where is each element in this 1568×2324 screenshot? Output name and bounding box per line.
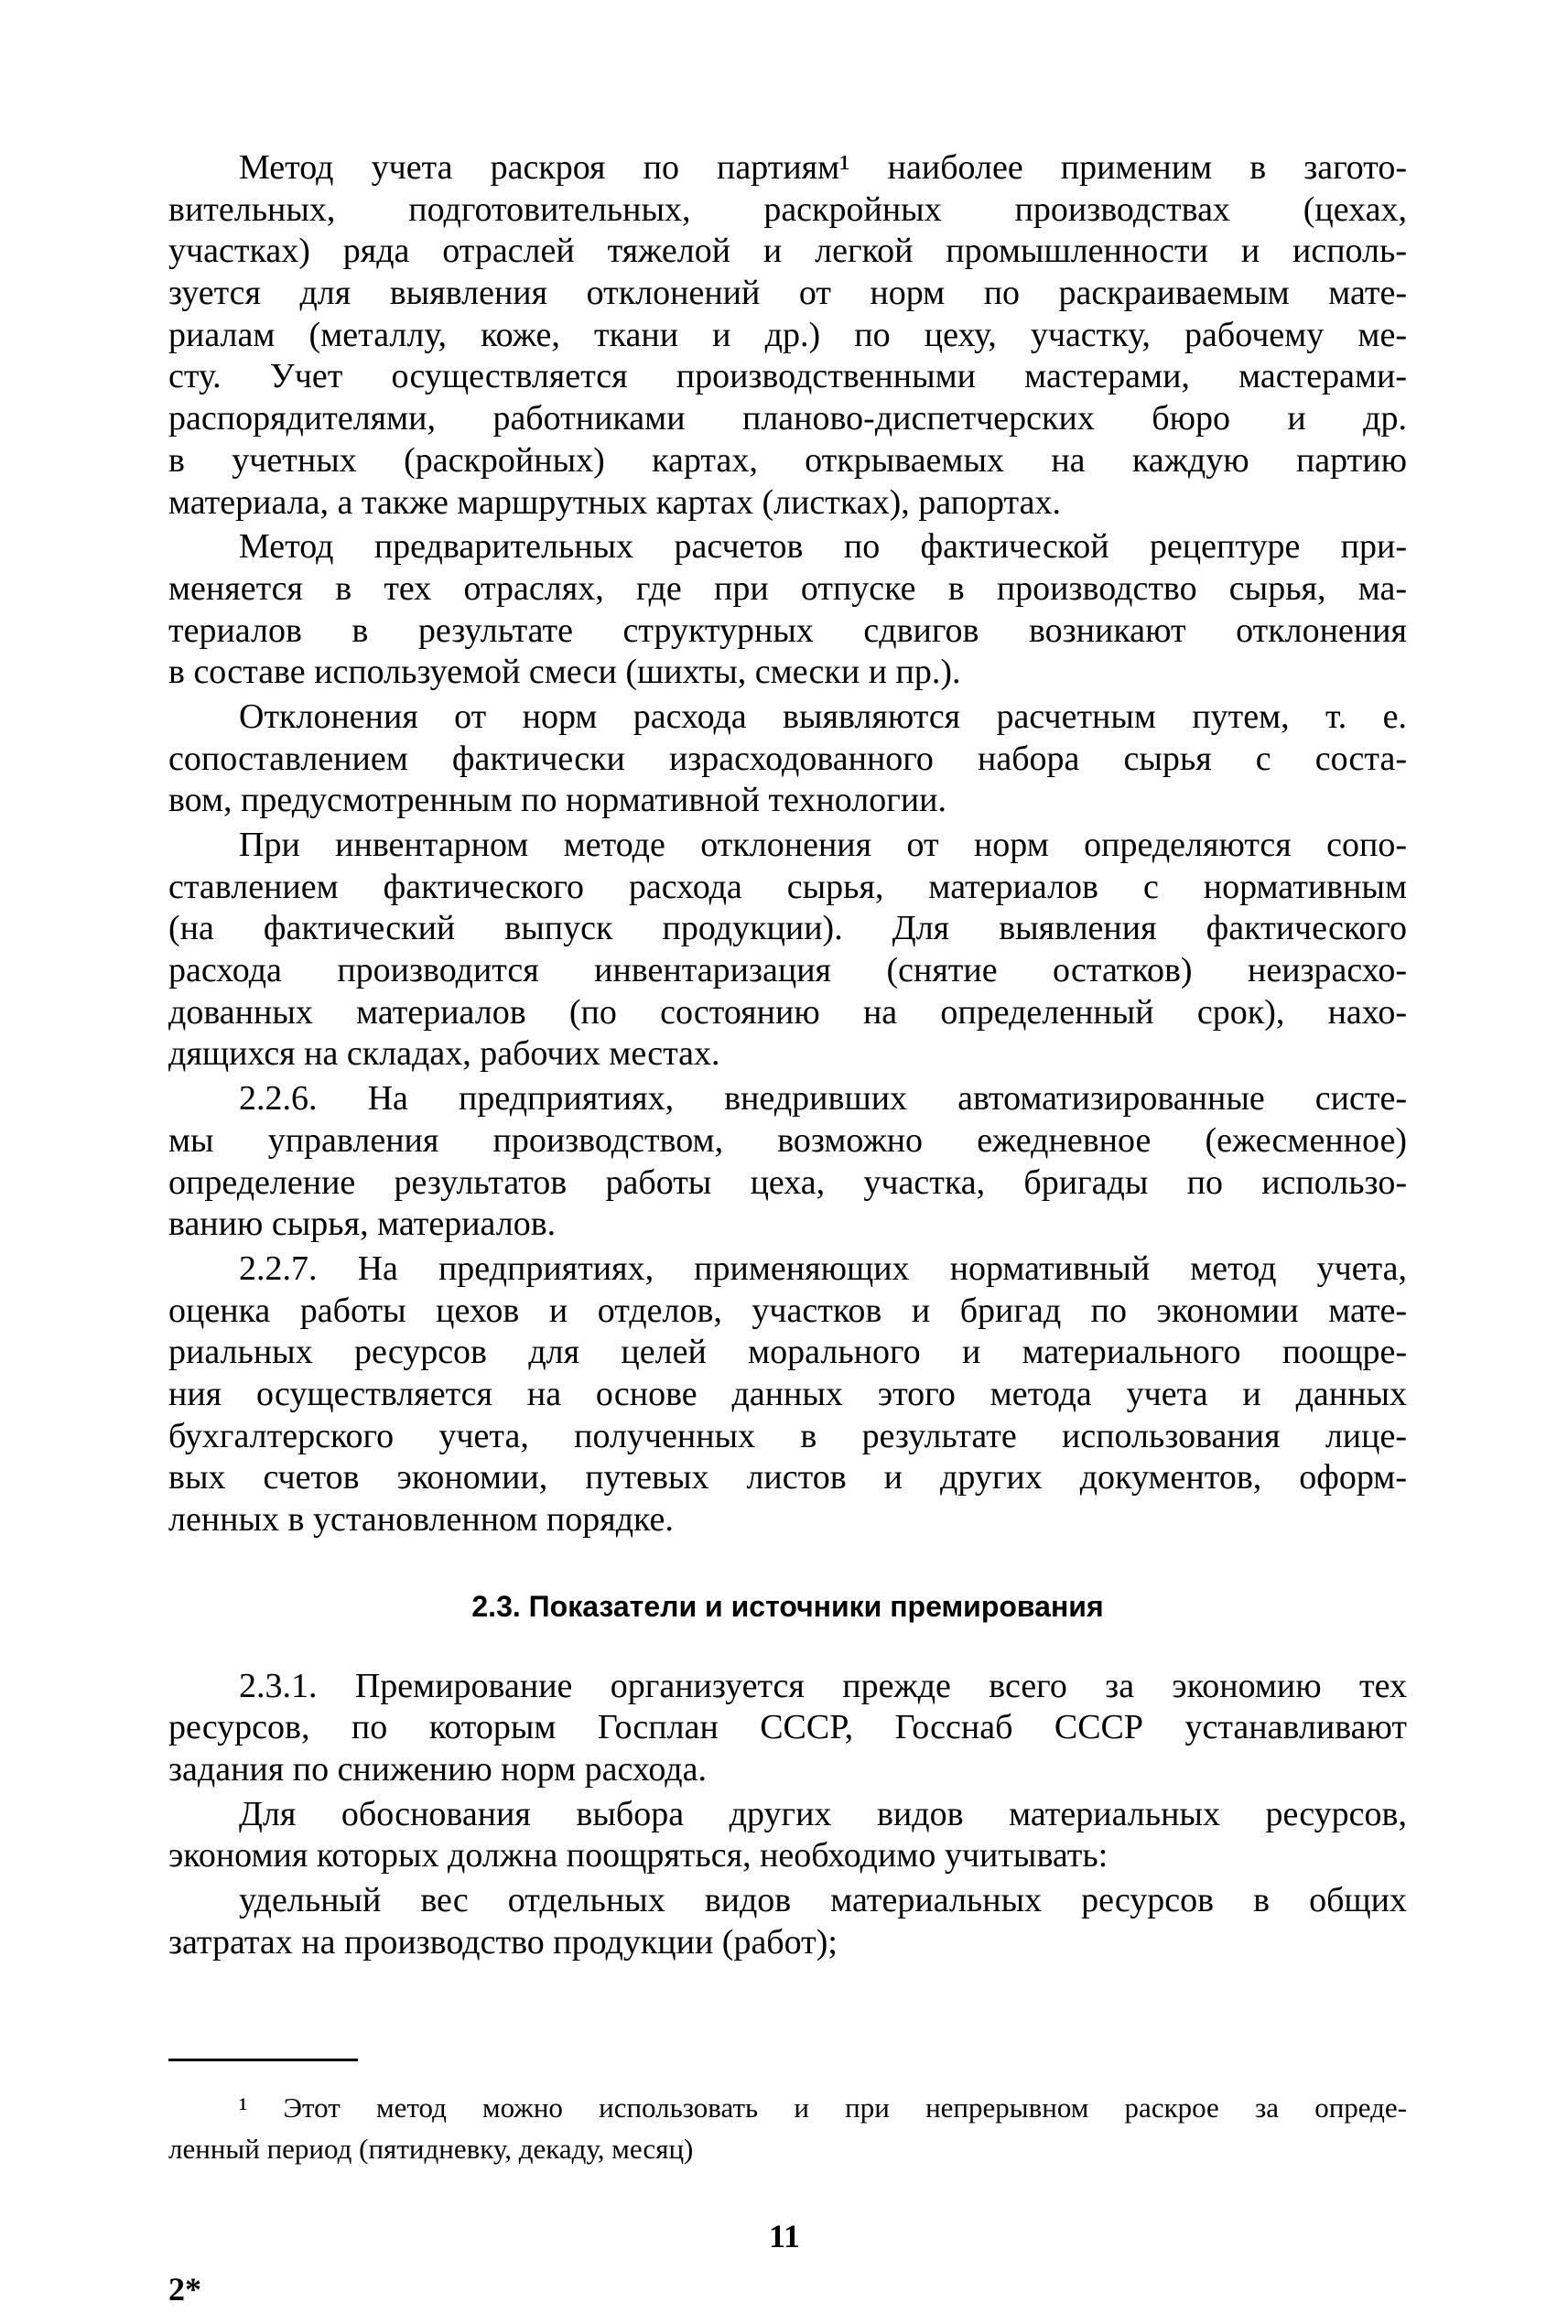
section-heading: 2.3. Показатели и источники премирования	[471, 1589, 1104, 1623]
text-line: териалов в результате структурных сдвигов возникают отклонения	[168, 611, 1407, 650]
text-line: определение результатов работы цеха, участка, бригады по использо-	[168, 1162, 1407, 1202]
text-line: в составе используемой смеси (шихты, смески и пр.).	[168, 653, 961, 692]
text-line: мы управления производством, возможно ежедневное (ежесменное)	[168, 1120, 1407, 1160]
page-number: 11	[769, 2218, 801, 2254]
text-line: ленных в установленном порядке.	[168, 1500, 674, 1539]
paragraph	[168, 825, 1407, 1076]
text-line: задания по снижению норм расхода.	[168, 1750, 707, 1789]
document-body	[168, 147, 1407, 1967]
paragraph	[168, 1880, 1407, 1963]
paragraph	[168, 1248, 1407, 1541]
text-line: вом, предусмотренным по нормативной технологии.	[168, 781, 946, 820]
paragraph	[168, 1794, 1407, 1877]
paragraph	[168, 526, 1407, 694]
paragraph	[168, 147, 1407, 524]
text-line: меняется в тех отраслях, где при отпуске в производство сырья, ма-	[168, 568, 1407, 608]
footnote	[168, 2087, 1407, 2169]
text-line: 2.2.6. На предприятиях, внедривших автоматизированные систе-	[239, 1079, 1407, 1119]
text-line: вительных, подготовительных, раскройных производствах (цехах,	[168, 189, 1407, 229]
text-line: Отклонения от норм расхода выявляются расчетным путем, т. е.	[239, 697, 1407, 736]
text-line: Метод предварительных расчетов по фактической рецептуре при-	[239, 527, 1407, 567]
paragraph	[168, 1078, 1407, 1246]
text-line: ставлением фактического расхода сырья, материалов с нормативным	[168, 867, 1407, 906]
signature-mark: 2*	[168, 2271, 201, 2308]
text-line: материала, а также маршрутных картах (листках), рапортах.	[168, 482, 1061, 522]
text-line: 2.3.1. Премирование организуется прежде всего за экономию тех	[239, 1666, 1407, 1705]
text-line: сопоставлением фактически израсходованного набора сырья с соста-	[168, 739, 1407, 778]
text-line: ресурсов, по которым Госплан СССР, Госснаб СССР устанавливают	[168, 1708, 1407, 1747]
footnote-line: ¹ Этот метод можно использовать и при непрерывном раскрое за опреде-	[239, 2092, 1407, 2124]
text-line: Для обоснования выбора других видов материальных ресурсов,	[239, 1794, 1407, 1833]
footnote-divider	[168, 2059, 358, 2061]
text-line: затратах на производство продукции (работ);	[168, 1922, 838, 1962]
text-line: бухгалтерского учета, полученных в результате использования лице-	[168, 1416, 1407, 1455]
paragraph	[168, 1666, 1407, 1791]
text-line: зуется для выявления отклонений от норм по раскраиваемым мате-	[168, 274, 1407, 313]
text-line: риальных ресурсов для целей морального и материального поощре-	[168, 1333, 1407, 1372]
text-line: 2.2.7. На предприятиях, применяющих нормативный метод учета,	[239, 1248, 1407, 1288]
text-line: расхода производится инвентаризация (снятие остатков) неизрасхо-	[168, 951, 1407, 990]
text-line: в учетных (раскройных) картах, открываемых на каждую партию	[168, 440, 1407, 480]
text-line: экономия которых должна поощряться, необходимо учитывать:	[168, 1836, 1108, 1875]
text-line: При инвентарном методе отклонения от норм определяются сопо-	[239, 826, 1407, 864]
text-line: ванию сырья, материалов.	[168, 1205, 557, 1244]
text-line: Метод учета раскроя по партиям¹ наиболее применим в загото-	[239, 148, 1407, 187]
paragraph	[168, 697, 1407, 822]
text-line: удельный вес отдельных видов материальных ресурсов в общих	[239, 1881, 1407, 1920]
footnote-line: ленный период (пятидневку, декаду, месяц)	[168, 2133, 694, 2165]
text-line: распорядителями, работниками планово-диспетчерских бюро и др.	[168, 399, 1407, 438]
text-line: ния осуществляется на основе данных этого метода учета и данных	[168, 1374, 1407, 1413]
text-line: дованных материалов (по состоянию на определенный срок), нахо-	[168, 992, 1407, 1032]
text-line: сту. Учет осуществляется производственными мастерами, мастерами-	[168, 357, 1407, 396]
text-line: участках) ряда отраслей тяжелой и легкой промышленности и исполь-	[168, 232, 1407, 271]
text-line: оценка работы цехов и отделов, участков и бригад по экономии мате-	[168, 1291, 1407, 1330]
text-line: (на фактический выпуск продукции). Для выявления фактического	[168, 909, 1407, 948]
text-line: дящихся на складах, рабочих местах.	[168, 1034, 720, 1074]
text-line: риалам (металлу, коже, ткани и др.) по цеху, участку, рабочему ме-	[168, 315, 1407, 354]
text-line: вых счетов экономии, путевых листов и других документов, оформ-	[168, 1458, 1407, 1497]
